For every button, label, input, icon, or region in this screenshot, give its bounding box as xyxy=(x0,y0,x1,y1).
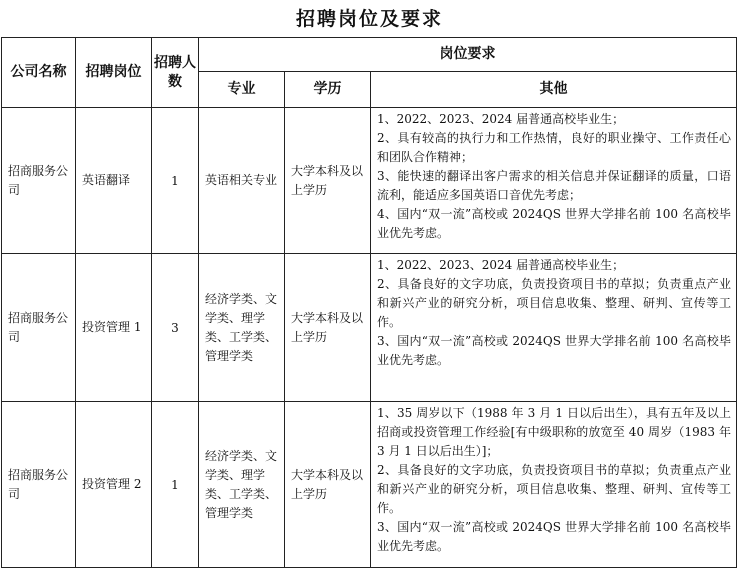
page-title: 招聘岗位及要求 xyxy=(295,8,443,30)
company-cell: 招商服务公司 xyxy=(2,254,76,402)
education-cell: 大学本科及以上学历 xyxy=(285,402,371,568)
requirement-item: 1、2022、2023、2024 届普通高校毕业生； xyxy=(377,112,625,126)
requirement-item: 4、国内“双一流”高校或 2024QS 世界大学排名前 100 名高校毕业优先考虑。 xyxy=(377,207,731,240)
other-requirements-cell xyxy=(371,254,737,402)
count-cell: 1 xyxy=(152,402,199,568)
major-cell: 经济学类、文学类、理学类、工学类、管理学类 xyxy=(199,254,285,402)
company-cell: 招商服务公司 xyxy=(2,108,76,254)
requirement-item: 2、具备良好的文字功底，负责投资项目书的草拟；负责重点产业和新兴产业的研究分析，项目信息收集、整理、研判、宣传等工作。 xyxy=(377,463,731,515)
requirement-item: 3、国内“双一流”高校或 2024QS 世界大学排名前 100 名高校毕业优先考虑。 xyxy=(377,334,731,367)
position-cell: 投资管理 1 xyxy=(76,254,152,402)
education-cell: 大学本科及以上学历 xyxy=(285,108,371,254)
header-count: 招聘人数 xyxy=(152,38,199,108)
header-education: 学历 xyxy=(285,72,371,108)
header-company: 公司名称 xyxy=(2,38,76,108)
major-cell: 英语相关专业 xyxy=(199,108,285,254)
header-other: 其他 xyxy=(371,72,737,108)
count-cell: 3 xyxy=(152,254,199,402)
requirement-item: 2、具有较高的执行力和工作热情，良好的职业操守、工作责任心和团队合作精神； xyxy=(377,131,731,164)
requirement-item: 3、能快速的翻译出客户需求的相关信息并保证翻译的质量，口语流利，能适应多国英语口音优先考虑； xyxy=(377,169,731,202)
header-requirements: 岗位要求 xyxy=(199,38,737,72)
requirement-item: 1、2022、2023、2024 届普通高校毕业生； xyxy=(377,258,625,272)
table-row xyxy=(2,108,737,254)
header-row xyxy=(2,38,737,72)
requirement-item: 1、35 周岁以下（1988 年 3 月 1 日以后出生），具有五年及以上招商或投资管理工作经验[有中级职称的放宽至 40 周岁（1983 年 3 月 1 日以后出生）]； xyxy=(377,406,731,458)
position-cell: 投资管理 2 xyxy=(76,402,152,568)
count-cell: 1 xyxy=(152,108,199,254)
other-requirements-cell xyxy=(371,108,737,254)
table-row xyxy=(2,254,737,402)
other-requirements-cell xyxy=(371,402,737,568)
education-cell: 大学本科及以上学历 xyxy=(285,254,371,402)
requirement-item: 3、国内“双一流”高校或 2024QS 世界大学排名前 100 名高校毕业优先考虑。 xyxy=(377,520,731,553)
company-cell: 招商服务公司 xyxy=(2,402,76,568)
major-cell: 经济学类、文学类、理学类、工学类、管理学类 xyxy=(199,402,285,568)
recruitment-table xyxy=(1,37,737,568)
requirement-item: 2、具备良好的文字功底，负责投资项目书的草拟；负责重点产业和新兴产业的研究分析，项目信息收集、整理、研判、宣传等工作。 xyxy=(377,277,731,329)
table-row xyxy=(2,402,737,568)
header-major: 专业 xyxy=(199,72,285,108)
position-cell: 英语翻译 xyxy=(76,108,152,254)
header-position: 招聘岗位 xyxy=(76,38,152,108)
